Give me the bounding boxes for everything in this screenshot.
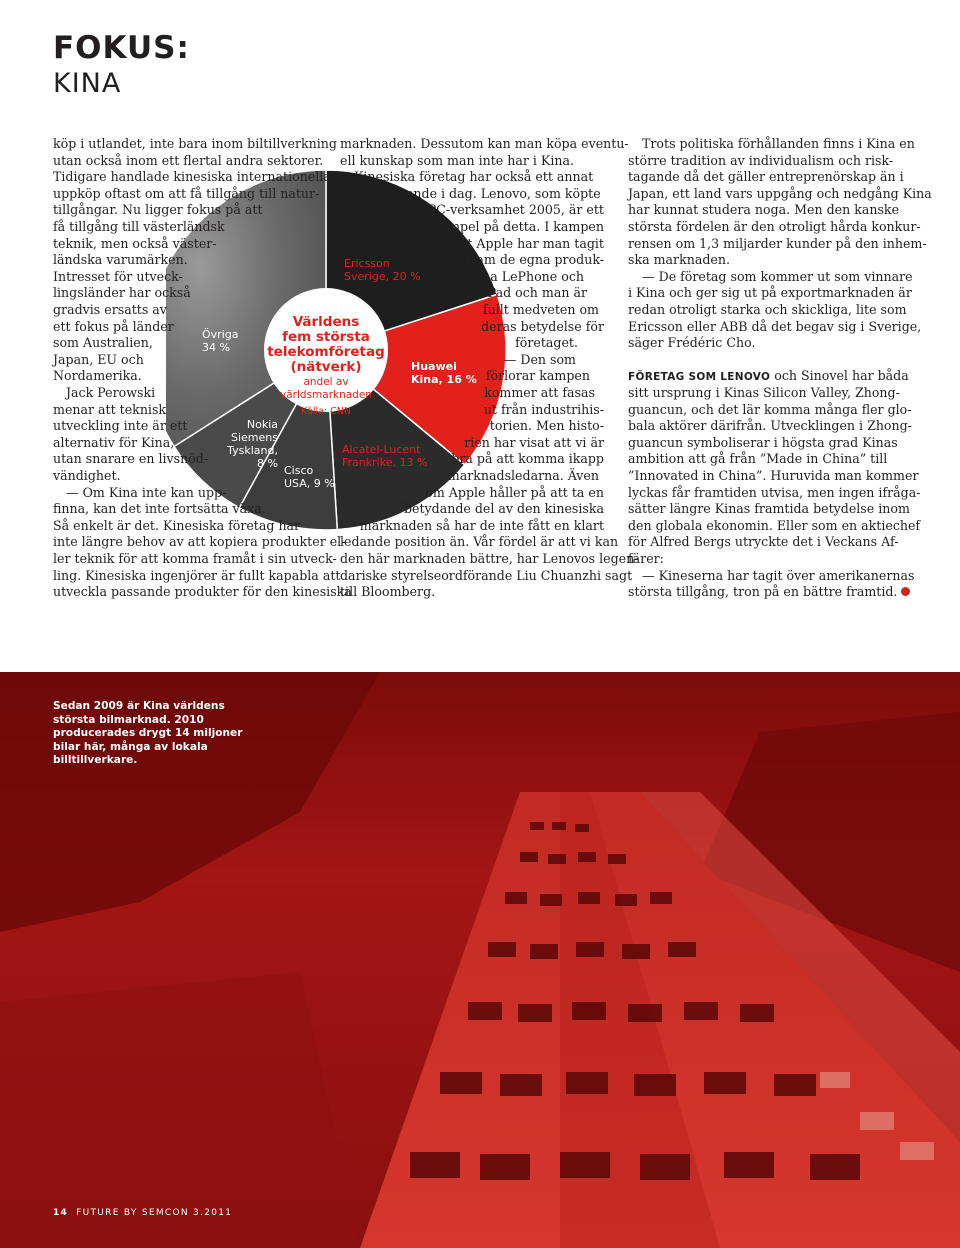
- photo-caption: Sedan 2009 är Kina världens största bilmarknad. 2010 producerades drygt 14 miljoner bilar här, många av lokala billtillverkare.: [53, 700, 243, 766]
- col3-line: sätter längre Kinas framtida betydelse inom: [628, 501, 910, 517]
- col1-line: lingsländer har också: [53, 285, 191, 301]
- col2-line: marknadsledarna. Även: [447, 468, 599, 483]
- col3-line: ambition att gå från ”Made in China” till: [628, 451, 888, 467]
- chart-subtitle-line: världsmarknaden: [280, 389, 372, 401]
- col1-line: ländska varumärken.: [53, 252, 188, 268]
- col1-line: tillgångar. Nu ligger fokus på att: [53, 202, 263, 218]
- col2-line: bra på att komma ikapp: [451, 451, 604, 467]
- col1-line: som Australien,: [53, 335, 153, 351]
- col3-line: guancun, och det lär komma många fler glo-: [628, 401, 912, 417]
- col2-line: om Apple håller på att ta en: [425, 484, 604, 500]
- col1-line: ett fokus på länder: [53, 318, 174, 334]
- section-heading: [53, 30, 190, 100]
- col3-line: ”Innovated in China”. Huruvida man kommer: [628, 468, 919, 483]
- col3-line: i Kina och ger sig ut på exportmarknaden är: [628, 285, 912, 301]
- col1-line: vändighet.: [53, 468, 121, 483]
- chart-title: [246, 315, 406, 417]
- col2-line: den här marknaden bättre, har Lenovos legen-: [340, 551, 639, 566]
- publication-name: FUTURE BY SEMCON 3.2011: [76, 1208, 233, 1218]
- col2-line: till Bloomberg.: [340, 584, 436, 600]
- col3-line: ska marknaden.: [628, 252, 730, 268]
- col3-line: färer:: [628, 551, 664, 566]
- col3-line: den globala ekonomin. Eller som en aktiechef: [628, 517, 921, 533]
- col1-line: Tidigare handlade kinesiska internationella: [53, 169, 331, 185]
- chart-subtitle-line: andel av: [303, 376, 349, 388]
- col1-line: ling. Kinesiska ingenjörer är fullt kapabla att: [53, 567, 341, 583]
- col2-line: kommer att fasas: [484, 385, 595, 400]
- col1-line: finna, kan det inte fortsätta växa.: [53, 501, 266, 517]
- chart-title-line: telekomföretag: [267, 344, 385, 360]
- col2-line: rien har visat att vi är: [464, 434, 604, 450]
- col1-line: utan också inom ett flertal andra sektorer.: [53, 152, 324, 168]
- col3-line: Japan, ett land vars uppgång och nedgång Kina: [628, 185, 932, 201]
- col3-line: sitt ursprung i Kinas Silicon Valley, Zhong-: [628, 385, 900, 400]
- col1-line: — Om Kina inte kan upp-: [66, 484, 227, 500]
- col1-line: ler teknik för att komma framåt i sin utveck-: [53, 551, 337, 566]
- col2-line: dariske styrelseordförande Liu Chuanzhi sagt: [340, 567, 633, 583]
- col2-line: LePad och man är: [471, 285, 587, 301]
- col3-line: Ericsson eller ABB då det begav sig i Sverige,: [628, 318, 922, 334]
- col3-line: säger Frédéric Cho.: [628, 335, 756, 351]
- col3-line: Trots politiska förhållanden finns i Kina en: [642, 136, 915, 151]
- col1-line: utveckling inte är ett: [53, 418, 188, 434]
- col1-line: Så enkelt är det. Kinesiska företag har: [53, 517, 301, 533]
- col2-line: terna LePhone och: [463, 268, 584, 284]
- col3-line: — De företag som kommer ut som vinnare: [642, 268, 913, 284]
- col2-line: betydande del av den kinesiska: [403, 501, 604, 517]
- col3-line: större tradition av individualism och risk-: [628, 152, 894, 168]
- col2-line: mot Apple har man tagit: [447, 235, 604, 251]
- subhead-lenovo: FÖRETAG SOM LENOVO: [628, 371, 771, 384]
- col3-line: redan otroligt starka och skickliga, lite som: [628, 302, 907, 317]
- col2-line: företaget.: [515, 335, 578, 351]
- col3-last-line: största tillgång, tron på en bättre framtid.: [628, 584, 910, 601]
- col2-line: fram de egna produk-: [465, 252, 604, 268]
- col2-line: marknaden. Dessutom kan man köpa eventu-: [340, 136, 629, 151]
- col1-line: uppköp oftast om att få tillgång till natur-: [53, 185, 320, 201]
- col1-line: utveckla passande produkter för den kinesiska: [53, 584, 352, 600]
- slice-label-nokia-siemens: Nokia Siemens Tyskland, 8 %: [227, 418, 278, 470]
- col2-line: ell kunskap som man inte har i Kina.: [340, 152, 574, 168]
- col2-line: exempel på detta. I kampen: [426, 219, 604, 234]
- col3-line: guancun symboliserar i högsta grad Kinas: [628, 434, 898, 450]
- col1-line: utan snarare en livsnöd-: [53, 451, 209, 467]
- section-topic: KINA: [53, 68, 122, 99]
- col1-line: Intresset för utveck-: [53, 268, 183, 284]
- col1-line: köp i utlandet, inte bara inom biltillverkning: [53, 136, 337, 151]
- col1-line: Nordamerika.: [53, 368, 142, 384]
- col2-line: ut från industrihis-: [483, 401, 604, 417]
- traffic-photo: [0, 672, 960, 1248]
- col3-line: — Kineserna har tagit över amerikanernas: [642, 567, 915, 583]
- col2-line: torien. Men histo-: [489, 418, 604, 434]
- page-number: 14: [53, 1208, 69, 1218]
- col3-line: lyckas får framtiden utvisa, men ingen ifråga-: [628, 484, 921, 500]
- col1-line: Jack Perowski: [66, 385, 156, 400]
- col2-line: förlorar kampen: [485, 368, 590, 384]
- col3-line: rensen om 1,3 miljarder kunder på den inhem-: [628, 235, 927, 251]
- slice-label-huawei: Huawei Kina, 16 %: [411, 360, 477, 386]
- chart-title-line: (nätverk): [290, 359, 362, 375]
- col3-line: bala aktörer därifrån. Utvecklingen i Zhong-: [628, 418, 912, 434]
- col3-line: har kunnat studera noga. Men den kanske: [628, 202, 900, 218]
- slice-label-cisco: Cisco USA, 9 %: [284, 464, 335, 490]
- col3-line: för Alfred Bergs utryckte det i Veckans Af-: [628, 534, 899, 550]
- chart-source: Källa: CNN: [300, 406, 352, 417]
- section-label: FOKUS:: [53, 30, 190, 66]
- page-footer: [53, 1208, 232, 1218]
- end-of-article-icon: [901, 587, 910, 596]
- col1-line: inte längre behov av att kopiera produkter el-: [53, 534, 346, 550]
- col1-line: alternativ för Kina,: [53, 434, 175, 450]
- col1-line: gradvis ersatts av: [53, 302, 167, 317]
- slice-label-ovriga: Övriga 34 %: [202, 328, 239, 354]
- col2-line: fullt medveten om: [482, 302, 599, 317]
- col3-line: tagande då det gäller entreprenörskap än i: [628, 169, 904, 185]
- col2-line: självförtroende i dag. Lenovo, som köpte: [340, 185, 601, 201]
- chart-title-line: fem största: [282, 329, 370, 345]
- col2-line: marknaden så har de inte fått en klart: [359, 517, 604, 533]
- col1-line: teknik, men också väster-: [53, 235, 217, 251]
- slice-label-alcatel: Alcatel-Lucent Frankrike, 13 %: [342, 443, 428, 469]
- slice-label-ericsson: Ericsson Sverige, 20 %: [344, 257, 421, 283]
- col1-line: Japan, EU och: [53, 351, 144, 367]
- col3-line: största fördelen är den otroligt hårda konkur-: [628, 219, 921, 234]
- chart-title-line: Världens: [292, 314, 360, 330]
- col2-line: IBM:s PC-verksamhet 2005, är ett: [385, 202, 604, 218]
- col2-line: Kinesiska företag har också ett annat: [354, 169, 594, 185]
- col3-subhead-line: FÖRETAG SOM LENOVO och Sinovel har båda: [628, 368, 909, 384]
- col1-line: menar att teknisk: [53, 401, 167, 417]
- col2-line: ledande position än. Vår fördel är att vi kan: [340, 534, 619, 550]
- col2-line: — Den som: [503, 351, 576, 367]
- col1-line: få tillgång till västerländsk: [53, 219, 225, 234]
- col2-line: deras betydelse för: [481, 318, 604, 334]
